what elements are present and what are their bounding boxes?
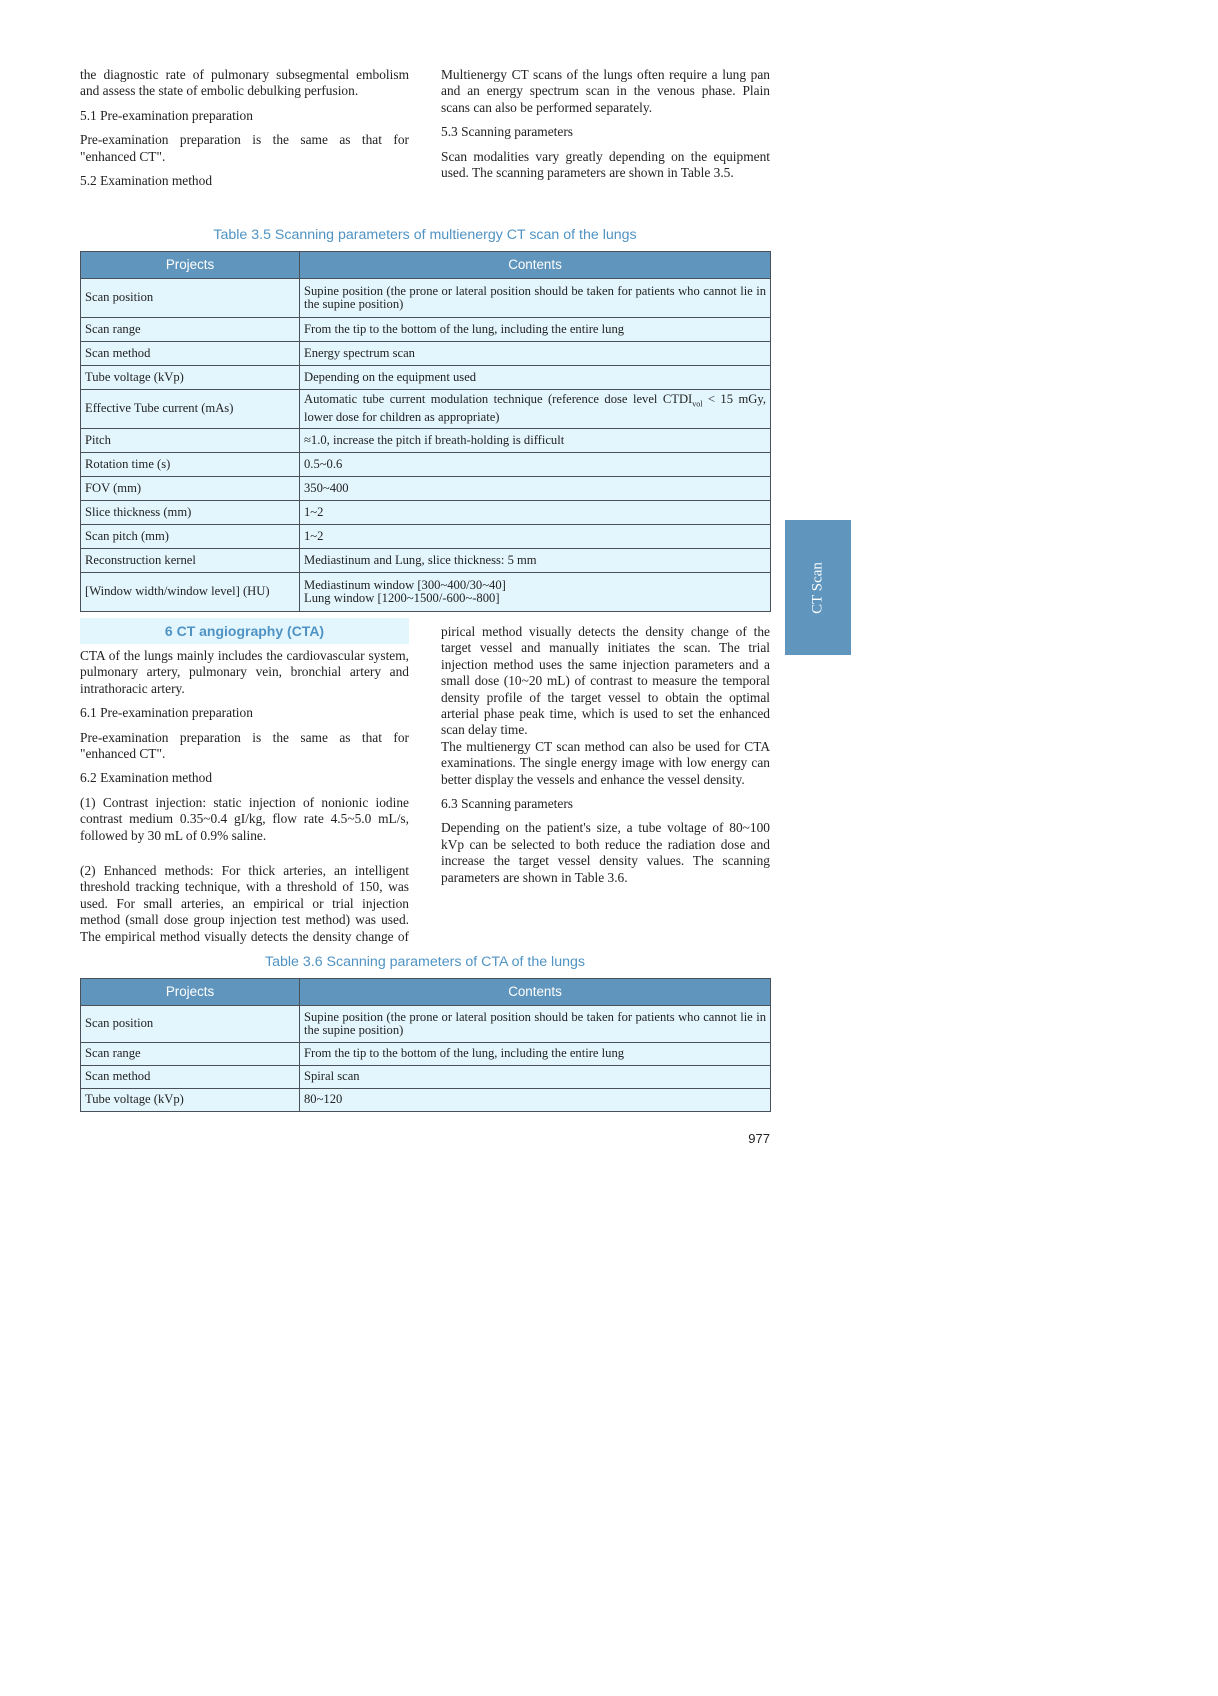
- table-cell: From the tip to the bottom of the lung, including the entire lung: [300, 1043, 771, 1066]
- table-cell: 80~120: [300, 1089, 771, 1112]
- column-header: Contents: [300, 979, 771, 1006]
- chapter-side-tab: [785, 520, 851, 655]
- subscript: vol: [692, 399, 703, 409]
- table-cell: FOV (mm): [81, 477, 300, 501]
- paragraph: The multienergy CT scan method can also be used for CTA examinations. The single energy image with low energy can better display the vessels and enhance the vessel density.: [441, 738, 770, 787]
- paragraph: (1) Contrast injection: static injection of nonionic iodine contrast medium 0.35~0.4 gI/kg, flow rate 4.5~5.0 mL/s, followed by 30 mL of 0.9% saline.: [80, 794, 409, 843]
- table-cell: 1~2: [300, 501, 771, 525]
- cell-text: < 15 mGy, lower dose for children as appropriate): [304, 392, 766, 425]
- subheading: 6.1 Pre-examination preparation: [80, 705, 253, 721]
- table-cell: Tube voltage (kVp): [81, 1089, 300, 1112]
- subheading: 5.2 Examination method: [80, 173, 213, 189]
- left-column-p4: [80, 863, 409, 945]
- column-header: Projects: [81, 979, 300, 1006]
- table-cell: Reconstruction kernel: [81, 549, 300, 573]
- paragraph: Multienergy CT scans of the lungs often require a lung pan and an energy spectrum scan in the venous phase. Plain scans can also be performed separately.: [441, 67, 770, 115]
- table-cell: Pitch: [81, 429, 300, 453]
- left-column-bottom: [80, 648, 409, 844]
- table-cell: [Window width/window level] (HU): [81, 573, 300, 612]
- right-column-bottom: [441, 624, 770, 894]
- paragraph-continued: pirical method visually detects the density change of the target vessel and manually initiates the scan. The trial injection method uses the same injection parameters and a small dose (10~20 mL) of contrast to measure the temporal density profile of the target vessel to obtain the optimal arterial phase peak time, which is used to set the enhanced scan delay time.: [441, 624, 770, 738]
- left-column-top: [80, 67, 409, 197]
- table-cell: Scan position: [81, 1006, 300, 1043]
- cell-text: Automatic tube current modulation technique (reference dose level CTDI: [304, 392, 693, 407]
- paragraph: CTA of the lungs mainly includes the cardiovascular system, pulmonary artery, pulmonary vein, bronchial artery and intrathoracic artery.: [80, 648, 409, 696]
- column-header: Contents: [300, 252, 771, 279]
- table-caption: Table 3.6 Scanning parameters of CTA of the lungs: [265, 954, 585, 970]
- table-cell: Effective Tube current (mAs): [81, 390, 300, 429]
- table-cell: Supine position (the prone or lateral position should be taken for patients who cannot lie in the supine position): [300, 279, 771, 318]
- table-cell: From the tip to the bottom of the lung, including the entire lung: [300, 318, 771, 342]
- table-cell: Energy spectrum scan: [300, 342, 771, 366]
- table-cell: Slice thickness (mm): [81, 501, 300, 525]
- right-column-top: [441, 67, 770, 189]
- table-cell: Mediastinum and Lung, slice thickness: 5 mm: [300, 549, 771, 573]
- paragraph: the diagnostic rate of pulmonary subsegmental embolism and assess the state of embolic debulking perfusion.: [80, 67, 409, 99]
- column-header: Projects: [81, 252, 300, 279]
- page-number: 977: [748, 1131, 770, 1146]
- table-cell: Scan range: [81, 1043, 300, 1066]
- table-caption: Table 3.5 Scanning parameters of multienergy CT scan of the lungs: [213, 227, 637, 243]
- table-cell: Scan range: [81, 318, 300, 342]
- subheading: 5.1 Pre-examination preparation: [80, 107, 253, 123]
- paragraph: Depending on the patient's size, a tube voltage of 80~100 kVp can be selected to both reduce the radiation dose and increase the target vessel density values. The scanning parameters are shown in Table 3.6.: [441, 820, 770, 885]
- table-cell: Scan method: [81, 342, 300, 366]
- table-cell: [300, 390, 771, 429]
- table-cell: ≈1.0, increase the pitch if breath-holding is difficult: [300, 429, 771, 453]
- side-tab-label: CT Scan: [809, 561, 826, 614]
- table-cell: 1~2: [300, 525, 771, 549]
- table-cell: Supine position (the prone or lateral position should be taken for patients who cannot lie in the supine position): [300, 1006, 771, 1043]
- table-cell: [300, 573, 771, 612]
- subheading: 6.3 Scanning parameters: [441, 796, 574, 812]
- table-cell: Spiral scan: [300, 1066, 771, 1089]
- table-cell: Rotation time (s): [81, 453, 300, 477]
- table-cell: Scan pitch (mm): [81, 525, 300, 549]
- table-cell: Depending on the equipment used: [300, 366, 771, 390]
- table-3-6: [80, 978, 771, 1112]
- section-heading: 6 CT angiography (CTA): [80, 618, 409, 644]
- table-cell: Scan position: [81, 279, 300, 318]
- paragraph: Scan modalities vary greatly depending on the equipment used. The scanning parameters are shown in Table 3.5.: [441, 148, 770, 181]
- table-cell: 0.5~0.6: [300, 453, 771, 477]
- table-3-5: [80, 251, 771, 612]
- paragraph: Pre-examination preparation is the same as that for "enhanced CT".: [80, 729, 409, 762]
- cell-line: Lung window [1200~1500/-600~-800]: [304, 591, 500, 605]
- subheading: 5.3 Scanning parameters: [441, 124, 574, 140]
- table-cell: 350~400: [300, 477, 771, 501]
- cell-line: Mediastinum window [300~400/30~40]: [304, 577, 506, 592]
- subheading: 6.2 Examination method: [80, 770, 213, 786]
- paragraph: (2) Enhanced methods: For thick arteries, an intelligent threshold tracking technique, with a threshold of 150, was used. For small arteries, an empirical or trial injection method (small dose group injection test method) was used. The empirical method visually detects the density change of: [80, 863, 409, 944]
- table-cell: Tube voltage (kVp): [81, 366, 300, 390]
- paragraph: Pre-examination preparation is the same as that for "enhanced CT".: [80, 132, 409, 164]
- table-cell: Scan method: [81, 1066, 300, 1089]
